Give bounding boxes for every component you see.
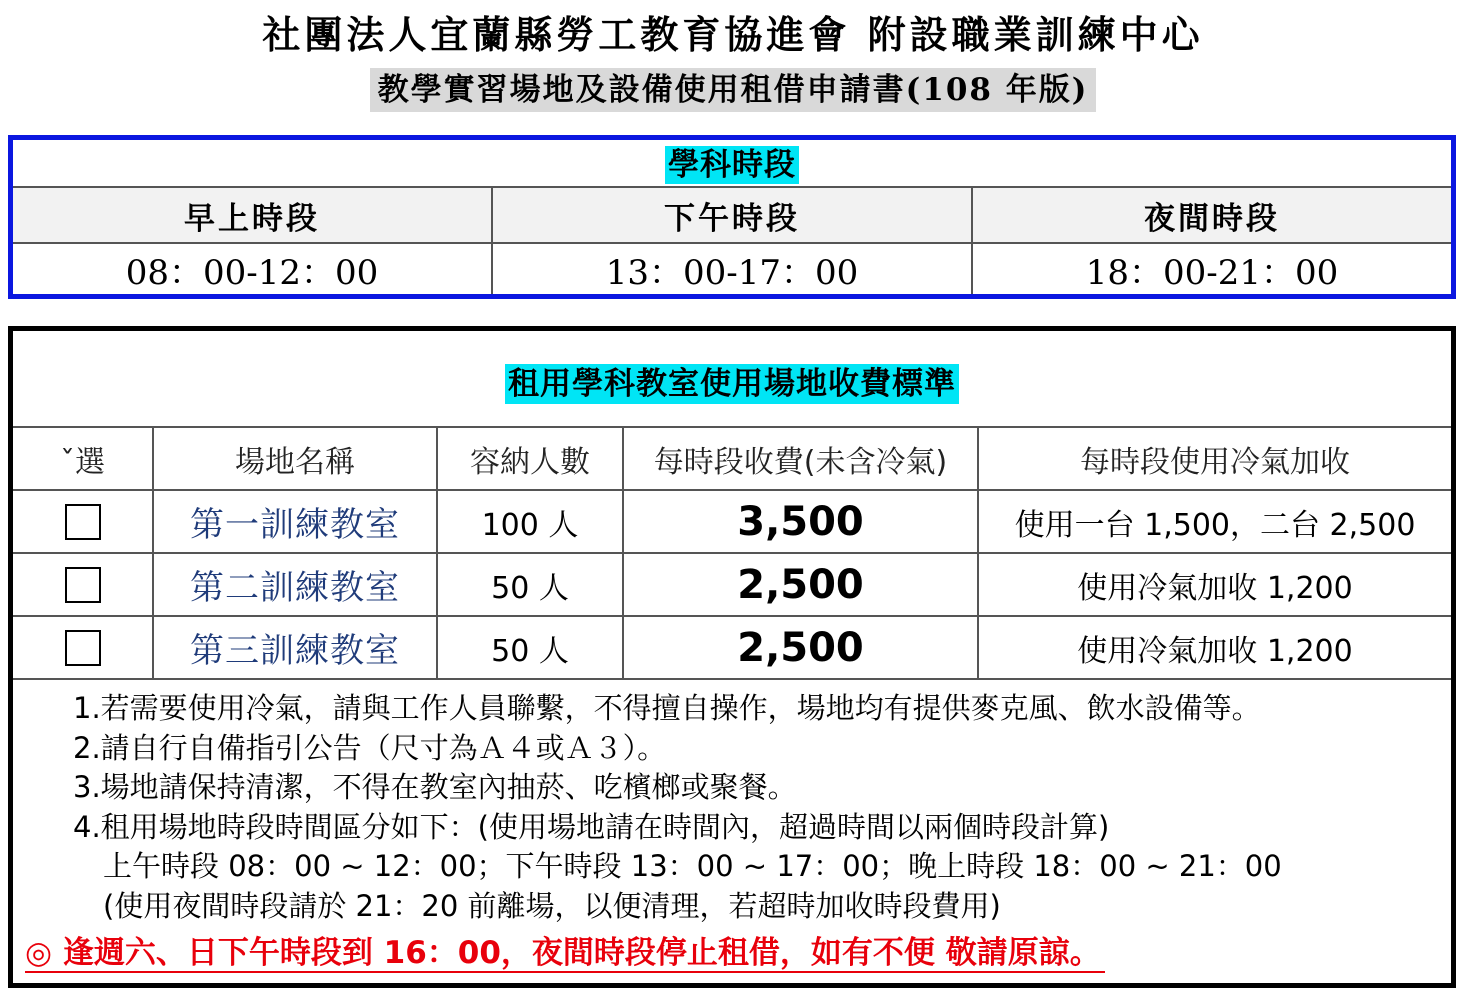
- fee-column-header: 每時段收費(未含冷氣): [624, 428, 979, 489]
- note-item: 4.租用場地時段時間區分如下：(使用場地請在時間內，超過時間以兩個時段計算): [73, 809, 1110, 844]
- organization-title: 社團法人宜蘭縣勞工教育協進會 附設職業訓練中心: [262, 12, 1204, 57]
- afternoon-slot-time: 13：00-17：00: [493, 244, 973, 294]
- table-header-row: [13, 428, 1451, 491]
- time-slots-table: [8, 135, 1456, 299]
- select-checkbox[interactable]: [65, 567, 101, 603]
- table-row: [13, 554, 1451, 617]
- afternoon-slot-label: 下午時段: [493, 188, 973, 242]
- notes-list: [73, 689, 1443, 926]
- ac-surcharge: 使用冷氣加收 1,200: [1077, 633, 1353, 669]
- note-item: (使用夜間時段請於 21：20 前離場，以便清理，若超時加收時段費用): [103, 888, 1001, 923]
- evening-slot-time: 18：00-21：00: [1085, 252, 1339, 293]
- document-title: 教學實習場地及設備使用租借申請書(108 年版): [370, 68, 1097, 112]
- time-slots-title: 學科時段: [665, 146, 799, 184]
- select-checkbox[interactable]: [65, 630, 101, 666]
- ac-surcharge: 使用冷氣加收 1,200: [1077, 570, 1353, 606]
- room-name: 第一訓練教室: [154, 491, 438, 552]
- room-fee: 2,500: [624, 617, 979, 678]
- select-column-header: ˇ選: [13, 428, 154, 489]
- fee-standard-title: 租用學科教室使用場地收費標準: [505, 364, 959, 404]
- capacity-column-header: 容納人數: [438, 428, 624, 489]
- ac-surcharge-column-header: 每時段使用冷氣加收: [1080, 444, 1350, 480]
- weekend-warning: ◎ 逢週六、日下午時段到 16：00，夜間時段停止租借，如有不便 敬請原諒。: [25, 935, 1105, 973]
- morning-slot-label: 早上時段: [13, 188, 493, 242]
- evening-slot-label: 夜間時段: [1144, 200, 1280, 237]
- room-name: 第二訓練教室: [154, 554, 438, 615]
- note-item: 1.若需要使用冷氣，請與工作人員聯繫，不得擅自操作，場地均有提供麥克風、飲水設備等。: [73, 691, 1261, 725]
- room-fee: 2,500: [624, 554, 979, 615]
- room-name: 第三訓練教室: [154, 617, 438, 678]
- fee-standard-table: [8, 326, 1456, 988]
- select-checkbox[interactable]: [65, 504, 101, 540]
- room-capacity: 50 人: [438, 617, 624, 678]
- note-item: 2.請自行自備指引公告（尺寸為Ａ４或Ａ３）。: [73, 730, 667, 765]
- room-fee: 3,500: [624, 491, 979, 552]
- note-item: 上午時段 08：00 ~ 12：00；下午時段 13：00 ~ 17：00；晚上時段 18：00 ~ 21：00: [103, 849, 1282, 883]
- room-capacity: 100 人: [438, 491, 624, 552]
- table-row: [13, 491, 1451, 554]
- room-name-column-header: 場地名稱: [154, 428, 438, 489]
- table-row: [13, 617, 1451, 680]
- ac-surcharge: 使用一台 1,500，二台 2,500: [1014, 507, 1416, 543]
- morning-slot-time: 08：00-12：00: [13, 244, 493, 294]
- note-item: 3.場地請保持清潔，不得在教室內抽菸、吃檳榔或聚餐。: [73, 770, 797, 804]
- room-capacity: 50 人: [438, 554, 624, 615]
